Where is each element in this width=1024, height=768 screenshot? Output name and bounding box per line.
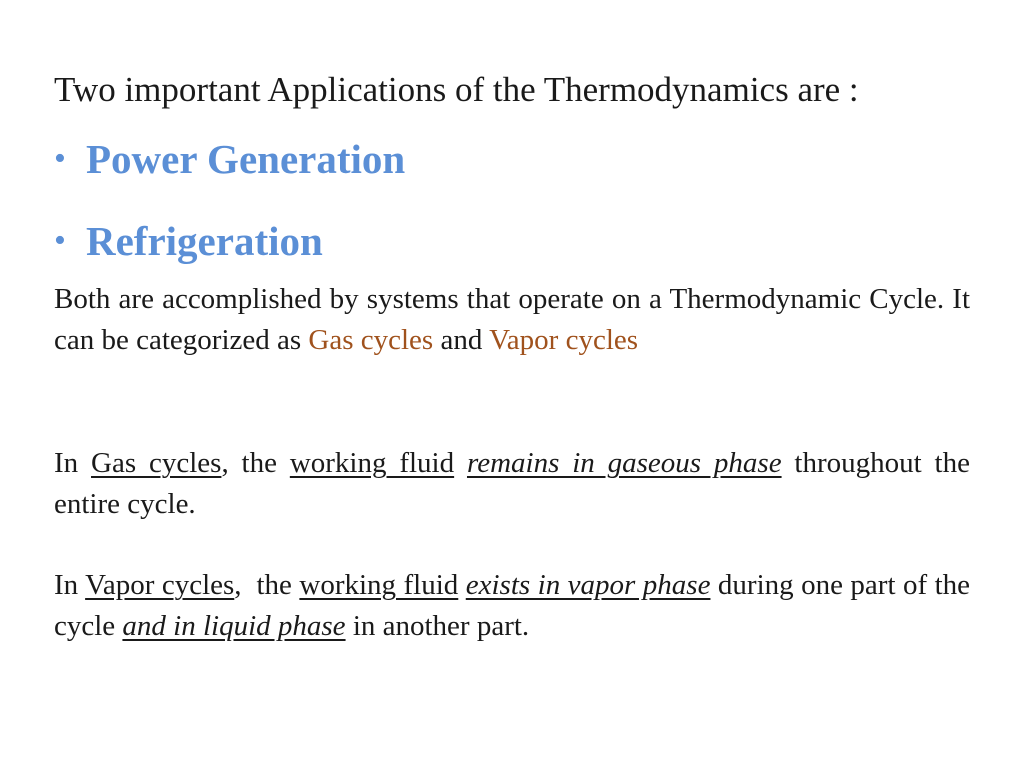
list-item bbox=[54, 216, 974, 266]
gas-cycles-term: Gas cycles bbox=[91, 447, 222, 479]
paragraph-text: , the bbox=[234, 569, 300, 601]
bullet-label-power-generation: Power Generation bbox=[86, 136, 406, 182]
paragraph-thermodynamic-cycle bbox=[54, 279, 970, 361]
paragraph-vapor-cycles bbox=[54, 565, 970, 647]
list-item bbox=[54, 134, 974, 184]
paragraph-text: , the bbox=[221, 447, 290, 479]
paragraph-text: in another part. bbox=[345, 610, 530, 642]
paragraph-text: during one part of the cycle bbox=[54, 569, 971, 642]
paragraph-text: In bbox=[54, 447, 92, 479]
vapor-phase-emphasis: exists in vapor phase bbox=[465, 569, 711, 601]
bullet-label-refrigeration: Refrigeration bbox=[86, 218, 323, 264]
paragraph-text bbox=[454, 447, 467, 479]
paragraph-text: In bbox=[54, 569, 86, 601]
gaseous-phase-emphasis: remains in gaseous phase bbox=[466, 447, 782, 479]
paragraph-text: and bbox=[433, 324, 490, 356]
liquid-phase-emphasis: and in liquid phase bbox=[122, 610, 346, 642]
vapor-cycles-term: Vapor cycles bbox=[85, 569, 235, 601]
working-fluid-term: working fluid bbox=[289, 447, 455, 479]
gas-cycles-term: Gas cycles bbox=[308, 324, 434, 356]
vapor-cycles-term: Vapor cycles bbox=[489, 324, 639, 356]
paragraph-text bbox=[458, 569, 465, 601]
paragraph-gas-cycles bbox=[54, 443, 970, 525]
working-fluid-term: working fluid bbox=[299, 569, 459, 601]
paragraph-text: Both are accomplished by systems that operate on a Thermodynamic Cycle. It can be categorized as bbox=[54, 283, 970, 356]
paragraph-text: throughout the entire cycle. bbox=[54, 447, 970, 520]
bullet-marker: • bbox=[54, 140, 66, 177]
bullet-marker: • bbox=[54, 222, 66, 259]
intro-heading: Two important Applications of the Thermodynamics are : bbox=[54, 70, 859, 109]
applications-list bbox=[54, 134, 974, 298]
